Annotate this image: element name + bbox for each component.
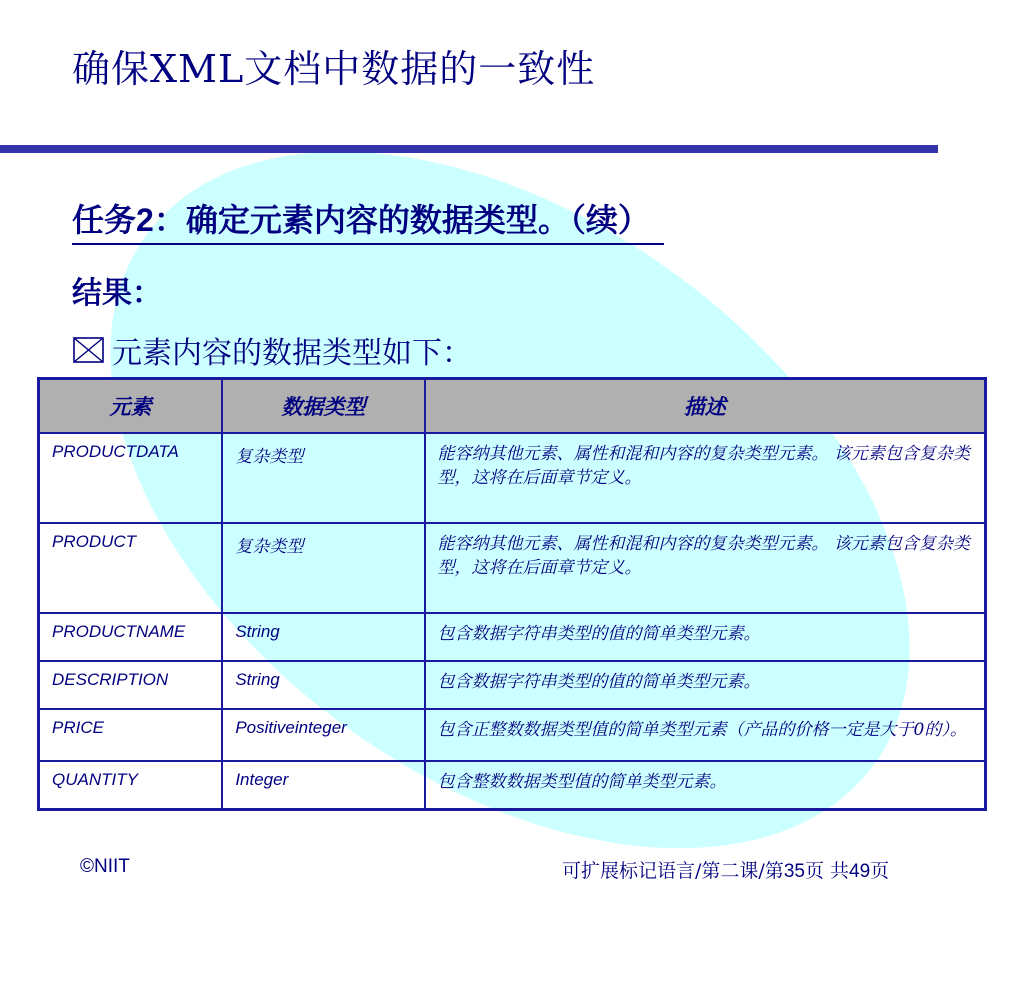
- task-heading-number: 2: [136, 202, 154, 238]
- header-description: 描述: [425, 379, 986, 434]
- cell-description: 能容纳其他元素、属性和混和内容的复杂类型元素。 该元素包含复杂类型，这将在后面章节定义。: [425, 433, 986, 523]
- cell-description: 包含正整数数据类型值的简单类型元素（产品的价格一定是大于0的）。: [425, 709, 986, 761]
- footer-page-mid: 页 共: [804, 860, 849, 882]
- task-heading: [72, 195, 664, 245]
- cell-type: 复杂类型: [222, 523, 424, 613]
- cell-element: PRODUCT: [39, 523, 223, 613]
- table-row: [39, 661, 986, 709]
- cell-type: 复杂类型: [222, 433, 424, 523]
- table-row: [39, 761, 986, 810]
- table-row: [39, 523, 986, 613]
- cell-description: 包含整数数据类型值的简单类型元素。: [425, 761, 986, 810]
- cell-type: String: [222, 661, 424, 709]
- footer-course: 可扩展标记语言/第二课/第: [562, 860, 784, 882]
- cell-element: QUANTITY: [39, 761, 223, 810]
- cell-description: 包含数据字符串类型的值的简单类型元素。: [425, 613, 986, 661]
- page-title: 确保XML文档中数据的一致性: [72, 47, 596, 91]
- cell-element: PRICE: [39, 709, 223, 761]
- task-heading-prefix: 任务: [72, 201, 137, 239]
- cell-type: Positiveinteger: [222, 709, 424, 761]
- datatype-table: [37, 377, 987, 811]
- footer-page-suffix: 页: [870, 860, 890, 882]
- table-row: [39, 613, 986, 661]
- cell-type: Integer: [222, 761, 424, 810]
- footer-copyright: ©NIIT: [80, 856, 130, 877]
- cell-description: 包含数据字符串类型的值的简单类型元素。: [425, 661, 986, 709]
- bullet-line: [72, 328, 472, 372]
- header-datatype: 数据类型: [222, 379, 424, 434]
- cell-type: String: [222, 613, 424, 661]
- cell-description: 能容纳其他元素、属性和混和内容的复杂类型元素。 该元素包含复杂类型，这将在后面章节定义。: [425, 523, 986, 613]
- table-header-row: [39, 379, 986, 434]
- cell-element: PRODUCTDATA: [39, 433, 223, 523]
- checkbox-cross-icon: [72, 335, 106, 365]
- footer-page-info: [562, 856, 889, 883]
- table-row: [39, 709, 986, 761]
- table-row: [39, 433, 986, 523]
- cell-element: DESCRIPTION: [39, 661, 223, 709]
- task-heading-rest: ：确定元素内容的数据类型。（续）: [153, 201, 650, 239]
- result-label: 结果：: [72, 276, 162, 311]
- bullet-text: 元素内容的数据类型如下：: [112, 336, 472, 371]
- footer-page-total: 49: [849, 861, 871, 882]
- cell-element: PRODUCTNAME: [39, 613, 223, 661]
- title-divider: [0, 145, 938, 153]
- footer-page-number: 35: [783, 861, 805, 882]
- header-element: 元素: [39, 379, 223, 434]
